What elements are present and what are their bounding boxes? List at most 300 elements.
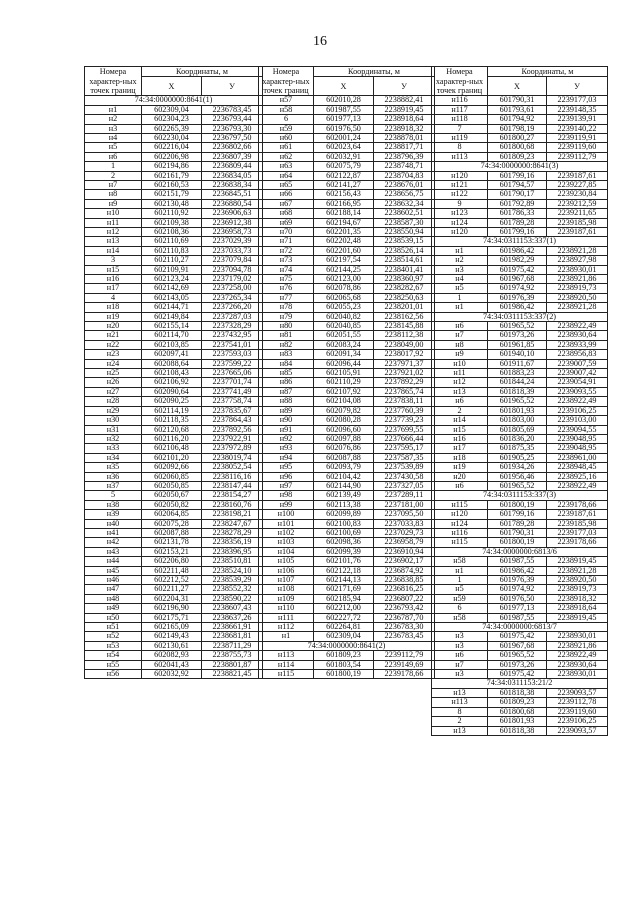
point-number: н38 [85, 500, 142, 509]
x-coordinate: 601798,19 [488, 124, 547, 133]
point-number: н116 [432, 528, 488, 537]
point-number: н15 [85, 265, 142, 274]
x-coordinate: 602083,24 [314, 340, 374, 349]
point-number: н83 [259, 350, 314, 359]
point-number: н105 [259, 557, 314, 566]
y-coordinate: 2239093,57 [547, 726, 608, 735]
section-label: 74:34:0000000:8641(1) [85, 96, 263, 105]
y-coordinate: 2236783,30 [374, 623, 435, 632]
x-coordinate: 601875,35 [488, 444, 547, 453]
y-coordinate: 2239119,60 [547, 707, 608, 716]
x-coordinate: 601792,89 [488, 199, 547, 208]
x-coordinate: 601986,42 [488, 303, 547, 312]
point-number: н108 [259, 585, 314, 594]
y-coordinate: 2238656,75 [374, 190, 435, 199]
table-row [85, 463, 263, 472]
point-number: н122 [432, 190, 488, 199]
table-row [259, 491, 435, 500]
table-row [259, 209, 435, 218]
x-coordinate: 601956,46 [488, 472, 547, 481]
x-coordinate: 602075,79 [314, 162, 374, 171]
table-row [85, 397, 263, 406]
x-coordinate: 601934,26 [488, 463, 547, 472]
table-row [259, 557, 435, 566]
x-coordinate: 602143,05 [142, 293, 202, 302]
point-number: н4 [432, 275, 488, 284]
y-coordinate: 2238921,28 [547, 303, 608, 312]
point-number: н64 [259, 171, 314, 180]
y-coordinate: 2236906,63 [202, 209, 263, 218]
point-number: н6 [432, 397, 488, 406]
x-coordinate: 601818,39 [488, 387, 547, 396]
section-row [432, 237, 608, 246]
x-coordinate: 602211,27 [142, 585, 202, 594]
x-coordinate: 602304,23 [142, 115, 202, 124]
point-number: н69 [259, 218, 314, 227]
point-number: н115 [432, 500, 488, 509]
x-coordinate: 601975,42 [488, 670, 547, 679]
x-coordinate: 602023,64 [314, 143, 374, 152]
x-coordinate: 602211,48 [142, 566, 202, 575]
table-row [432, 434, 608, 443]
coordinates-table-1 [84, 66, 263, 679]
y-coordinate: 2237258,00 [202, 284, 263, 293]
y-coordinate: 2239178,66 [547, 538, 608, 547]
x-coordinate: 601976,39 [488, 576, 547, 585]
y-coordinate: 2238247,67 [202, 519, 263, 528]
y-coordinate: 2239211,65 [547, 209, 608, 218]
y-coordinate: 2238925,16 [547, 472, 608, 481]
y-coordinate: 2236838,34 [202, 180, 263, 189]
table-row [432, 688, 608, 697]
section-row [432, 312, 608, 321]
table-row [259, 199, 435, 208]
x-coordinate: 602090,25 [142, 397, 202, 406]
point-number: н3 [85, 124, 142, 133]
table-row [85, 416, 263, 425]
table-row [259, 519, 435, 528]
table-row [85, 265, 263, 274]
y-coordinate: 2238112,38 [374, 331, 435, 340]
y-coordinate: 2237892,56 [202, 425, 263, 434]
x-coordinate: 601961,85 [488, 340, 547, 349]
x-coordinate: 602087,88 [142, 528, 202, 537]
table-row [259, 416, 435, 425]
point-number: н110 [259, 604, 314, 613]
x-coordinate: 602139,49 [314, 491, 374, 500]
x-coordinate: 601967,68 [488, 275, 547, 284]
point-number: н55 [85, 660, 142, 669]
table-row [259, 632, 435, 641]
x-coordinate: 602141,27 [314, 180, 374, 189]
table-row [432, 717, 608, 726]
point-number: 1 [432, 293, 488, 302]
y-coordinate: 2239106,25 [547, 406, 608, 415]
point-number: н6 [432, 322, 488, 331]
y-coordinate: 2238919,45 [547, 557, 608, 566]
table-row [85, 350, 263, 359]
point-number: н117 [432, 105, 488, 114]
y-coordinate: 2236793,44 [202, 115, 263, 124]
table-row [259, 670, 435, 679]
x-coordinate: 602060,85 [142, 472, 202, 481]
table-row [432, 528, 608, 537]
point-number: н100 [259, 510, 314, 519]
point-number: н23 [85, 350, 142, 359]
y-coordinate: 2238922,49 [547, 397, 608, 406]
point-number: н42 [85, 538, 142, 547]
table-row [85, 105, 263, 114]
table-row [259, 585, 435, 594]
x-coordinate: 602050,85 [142, 481, 202, 490]
y-coordinate: 2237029,39 [202, 237, 263, 246]
x-coordinate: 602155,14 [142, 322, 202, 331]
x-coordinate: 602106,48 [142, 444, 202, 453]
section-row [259, 641, 435, 650]
point-number: н77 [259, 293, 314, 302]
y-coordinate: 2239106,25 [547, 717, 608, 726]
x-coordinate: 602144,13 [314, 576, 374, 585]
table-row [432, 171, 608, 180]
y-coordinate: 2238510,81 [202, 557, 263, 566]
x-coordinate: 602090,64 [142, 387, 202, 396]
point-number: н9 [85, 199, 142, 208]
y-coordinate: 2238930,01 [547, 670, 608, 679]
table-row [432, 293, 608, 302]
x-coordinate: 602113,38 [314, 500, 374, 509]
point-number: н124 [432, 218, 488, 227]
point-number: н31 [85, 425, 142, 434]
table-row [85, 453, 263, 462]
point-number: н14 [432, 416, 488, 425]
y-coordinate: 2237972,89 [202, 444, 263, 453]
y-coordinate: 2239093,57 [547, 688, 608, 697]
point-number: н80 [259, 322, 314, 331]
y-coordinate: 2239007,42 [547, 369, 608, 378]
point-number: н12 [85, 227, 142, 236]
x-coordinate: 602101,20 [142, 453, 202, 462]
table-row [259, 434, 435, 443]
table-row [259, 303, 435, 312]
x-coordinate: 602166,95 [314, 199, 374, 208]
x-coordinate: 601973,26 [488, 331, 547, 340]
x-coordinate: 602118,35 [142, 416, 202, 425]
y-coordinate: 2237838,11 [374, 397, 435, 406]
y-coordinate: 2239212,59 [547, 199, 608, 208]
y-coordinate: 2238704,83 [374, 171, 435, 180]
point-number: н57 [259, 96, 314, 105]
point-number: н97 [259, 481, 314, 490]
point-number: н28 [85, 397, 142, 406]
x-coordinate: 601800,27 [488, 133, 547, 142]
x-coordinate: 602114,19 [142, 406, 202, 415]
y-coordinate: 2237739,23 [374, 416, 435, 425]
y-coordinate: 2237599,22 [202, 359, 263, 368]
y-coordinate: 2238882,41 [374, 96, 435, 105]
point-number: н25 [85, 369, 142, 378]
point-number: н1 [432, 246, 488, 255]
table-row [259, 604, 435, 613]
table-row [259, 613, 435, 622]
table-row [432, 387, 608, 396]
y-coordinate: 2237181,00 [374, 500, 435, 509]
x-coordinate: 601987,55 [488, 557, 547, 566]
x-coordinate: 602032,91 [314, 152, 374, 161]
point-number: н30 [85, 416, 142, 425]
table-row [85, 566, 263, 575]
table-row [432, 566, 608, 575]
table-row [259, 463, 435, 472]
table-row [85, 491, 263, 500]
table-row [259, 133, 435, 142]
header-point-numbers: Номера характер-ных точек границ [432, 67, 488, 96]
x-coordinate: 602116,20 [142, 434, 202, 443]
y-coordinate: 2238919,73 [547, 284, 608, 293]
section-label: 74:34:0311153:337(2) [432, 312, 608, 321]
y-coordinate: 2237666,44 [374, 434, 435, 443]
table-row [85, 340, 263, 349]
point-number: н35 [85, 463, 142, 472]
point-number: н99 [259, 500, 314, 509]
y-coordinate: 2236809,44 [202, 162, 263, 171]
point-number: н8 [85, 190, 142, 199]
point-number: н113 [259, 651, 314, 660]
x-coordinate: 602161,79 [142, 171, 202, 180]
x-coordinate: 602142,69 [142, 284, 202, 293]
x-coordinate: 602001,24 [314, 133, 374, 142]
table-row [85, 641, 263, 650]
x-coordinate: 602079,82 [314, 406, 374, 415]
x-coordinate: 602040,85 [314, 322, 374, 331]
point-number: н11 [85, 218, 142, 227]
x-coordinate: 602105,91 [314, 369, 374, 378]
x-coordinate: 601803,54 [314, 660, 374, 669]
table-row [259, 237, 435, 246]
table-row [259, 481, 435, 490]
table-row [85, 632, 263, 641]
y-coordinate: 2238676,01 [374, 180, 435, 189]
table-row [432, 425, 608, 434]
table-row [259, 218, 435, 227]
table-row [85, 547, 263, 556]
table-row [85, 378, 263, 387]
point-number: 8 [432, 143, 488, 152]
y-coordinate: 2239119,60 [547, 143, 608, 152]
point-number: н44 [85, 557, 142, 566]
table-row [85, 538, 263, 547]
section-row [85, 96, 263, 105]
point-number: н17 [85, 284, 142, 293]
table-row [85, 594, 263, 603]
x-coordinate: 602080,28 [314, 416, 374, 425]
x-coordinate: 602264,81 [314, 623, 374, 632]
point-number: н114 [259, 660, 314, 669]
header-coordinates: Координаты, м [314, 67, 435, 77]
x-coordinate: 601977,13 [488, 604, 547, 613]
y-coordinate: 2237892,29 [374, 378, 435, 387]
table-row [85, 331, 263, 340]
x-coordinate: 602175,71 [142, 613, 202, 622]
table-row [432, 576, 608, 585]
table-row [432, 180, 608, 189]
y-coordinate: 2237430,58 [374, 472, 435, 481]
y-coordinate: 2237179,02 [202, 275, 263, 284]
header-coordinates: Координаты, м [488, 67, 608, 77]
table-row [259, 510, 435, 519]
point-number: н6 [85, 152, 142, 161]
header-x: X [488, 77, 547, 96]
table-row [259, 284, 435, 293]
table-row [259, 275, 435, 284]
table-row [432, 340, 608, 349]
y-coordinate: 2238587,30 [374, 218, 435, 227]
x-coordinate: 602212,52 [142, 576, 202, 585]
point-number: н67 [259, 199, 314, 208]
point-number: н48 [85, 594, 142, 603]
table-row [259, 115, 435, 124]
x-coordinate: 602196,90 [142, 604, 202, 613]
point-number: н118 [432, 115, 488, 124]
y-coordinate: 2238632,34 [374, 199, 435, 208]
point-number: н15 [432, 425, 488, 434]
table-row [259, 378, 435, 387]
table-row [432, 133, 608, 142]
y-coordinate: 2237079,84 [202, 256, 263, 265]
x-coordinate: 601965,52 [488, 651, 547, 660]
y-coordinate: 2238920,50 [547, 576, 608, 585]
x-coordinate: 601987,55 [314, 105, 374, 114]
table-row [85, 651, 263, 660]
y-coordinate: 2238514,61 [374, 256, 435, 265]
point-number: н13 [432, 387, 488, 396]
x-coordinate: 602051,55 [314, 331, 374, 340]
y-coordinate: 2238019,74 [202, 453, 263, 462]
y-coordinate: 2236910,94 [374, 547, 435, 556]
table-row [259, 162, 435, 171]
point-number: н2 [432, 256, 488, 265]
table-row [259, 331, 435, 340]
point-number: н19 [85, 312, 142, 321]
table-row [259, 152, 435, 161]
x-coordinate: 602309,04 [142, 105, 202, 114]
point-number: н18 [85, 303, 142, 312]
point-number: н88 [259, 397, 314, 406]
table-row [432, 143, 608, 152]
table-row [85, 312, 263, 321]
table-row [432, 124, 608, 133]
table-row [432, 463, 608, 472]
table-row [85, 275, 263, 284]
point-number: н24 [85, 359, 142, 368]
y-coordinate: 2239187,61 [547, 227, 608, 236]
point-number: н22 [85, 340, 142, 349]
x-coordinate: 602122,87 [314, 171, 374, 180]
table-row [432, 218, 608, 227]
coordinates-table-2 [258, 66, 435, 679]
y-coordinate: 2238921,28 [547, 566, 608, 575]
point-number: н9 [432, 350, 488, 359]
point-number: 9 [432, 199, 488, 208]
table-row [85, 218, 263, 227]
section-row [432, 623, 608, 632]
point-number: н98 [259, 491, 314, 500]
x-coordinate: 601800,19 [314, 670, 374, 679]
table-row [259, 397, 435, 406]
y-coordinate: 2238796,39 [374, 152, 435, 161]
y-coordinate: 2237266,20 [202, 303, 263, 312]
y-coordinate: 2239119,91 [547, 133, 608, 142]
point-number: н94 [259, 453, 314, 462]
y-coordinate: 2238922,49 [547, 481, 608, 490]
y-coordinate: 2237587,35 [374, 453, 435, 462]
x-coordinate: 601801,93 [488, 406, 547, 415]
y-coordinate: 2239048,95 [547, 434, 608, 443]
table-row [85, 171, 263, 180]
x-coordinate: 602230,04 [142, 133, 202, 142]
y-coordinate: 2238801,87 [202, 660, 263, 669]
point-number: 2 [85, 171, 142, 180]
table-row [85, 293, 263, 302]
point-number: н21 [85, 331, 142, 340]
x-coordinate: 602130,48 [142, 199, 202, 208]
point-number: н90 [259, 416, 314, 425]
table-row [259, 312, 435, 321]
x-coordinate: 602130,61 [142, 641, 202, 650]
y-coordinate: 2238607,43 [202, 604, 263, 613]
point-number: н52 [85, 632, 142, 641]
x-coordinate: 602188,14 [314, 209, 374, 218]
point-number: н19 [432, 463, 488, 472]
point-number: н73 [259, 256, 314, 265]
table-row [432, 331, 608, 340]
table-row [259, 293, 435, 302]
y-coordinate: 2239140,22 [547, 124, 608, 133]
point-number: н93 [259, 444, 314, 453]
point-number: н33 [85, 444, 142, 453]
y-coordinate: 2238160,76 [202, 500, 263, 509]
point-number: н10 [432, 359, 488, 368]
x-coordinate: 602088,64 [142, 359, 202, 368]
table-row [259, 538, 435, 547]
table-row [432, 594, 608, 603]
y-coordinate: 2238052,54 [202, 463, 263, 472]
y-coordinate: 2238817,71 [374, 143, 435, 152]
x-coordinate: 601799,16 [488, 510, 547, 519]
point-number: н36 [85, 472, 142, 481]
point-number: н56 [85, 670, 142, 679]
x-coordinate: 601976,50 [488, 594, 547, 603]
y-coordinate: 2236783,45 [374, 632, 435, 641]
y-coordinate: 2236838,85 [374, 576, 435, 585]
y-coordinate: 2236793,42 [374, 604, 435, 613]
y-coordinate: 2237699,55 [374, 425, 435, 434]
point-number: н39 [85, 510, 142, 519]
y-coordinate: 2238922,49 [547, 651, 608, 660]
y-coordinate: 2238539,15 [374, 237, 435, 246]
y-coordinate: 2239093,55 [547, 387, 608, 396]
table-row [85, 115, 263, 124]
table-row [85, 133, 263, 142]
x-coordinate: 602099,39 [314, 547, 374, 556]
section-label: 74:34:0000000:8641(3) [432, 162, 608, 171]
x-coordinate: 601975,42 [488, 265, 547, 274]
x-coordinate: 602110,27 [142, 256, 202, 265]
table-row [85, 481, 263, 490]
table-row [259, 387, 435, 396]
point-number: н102 [259, 528, 314, 537]
y-coordinate: 2239094,55 [547, 425, 608, 434]
y-coordinate: 2236912,38 [202, 218, 263, 227]
